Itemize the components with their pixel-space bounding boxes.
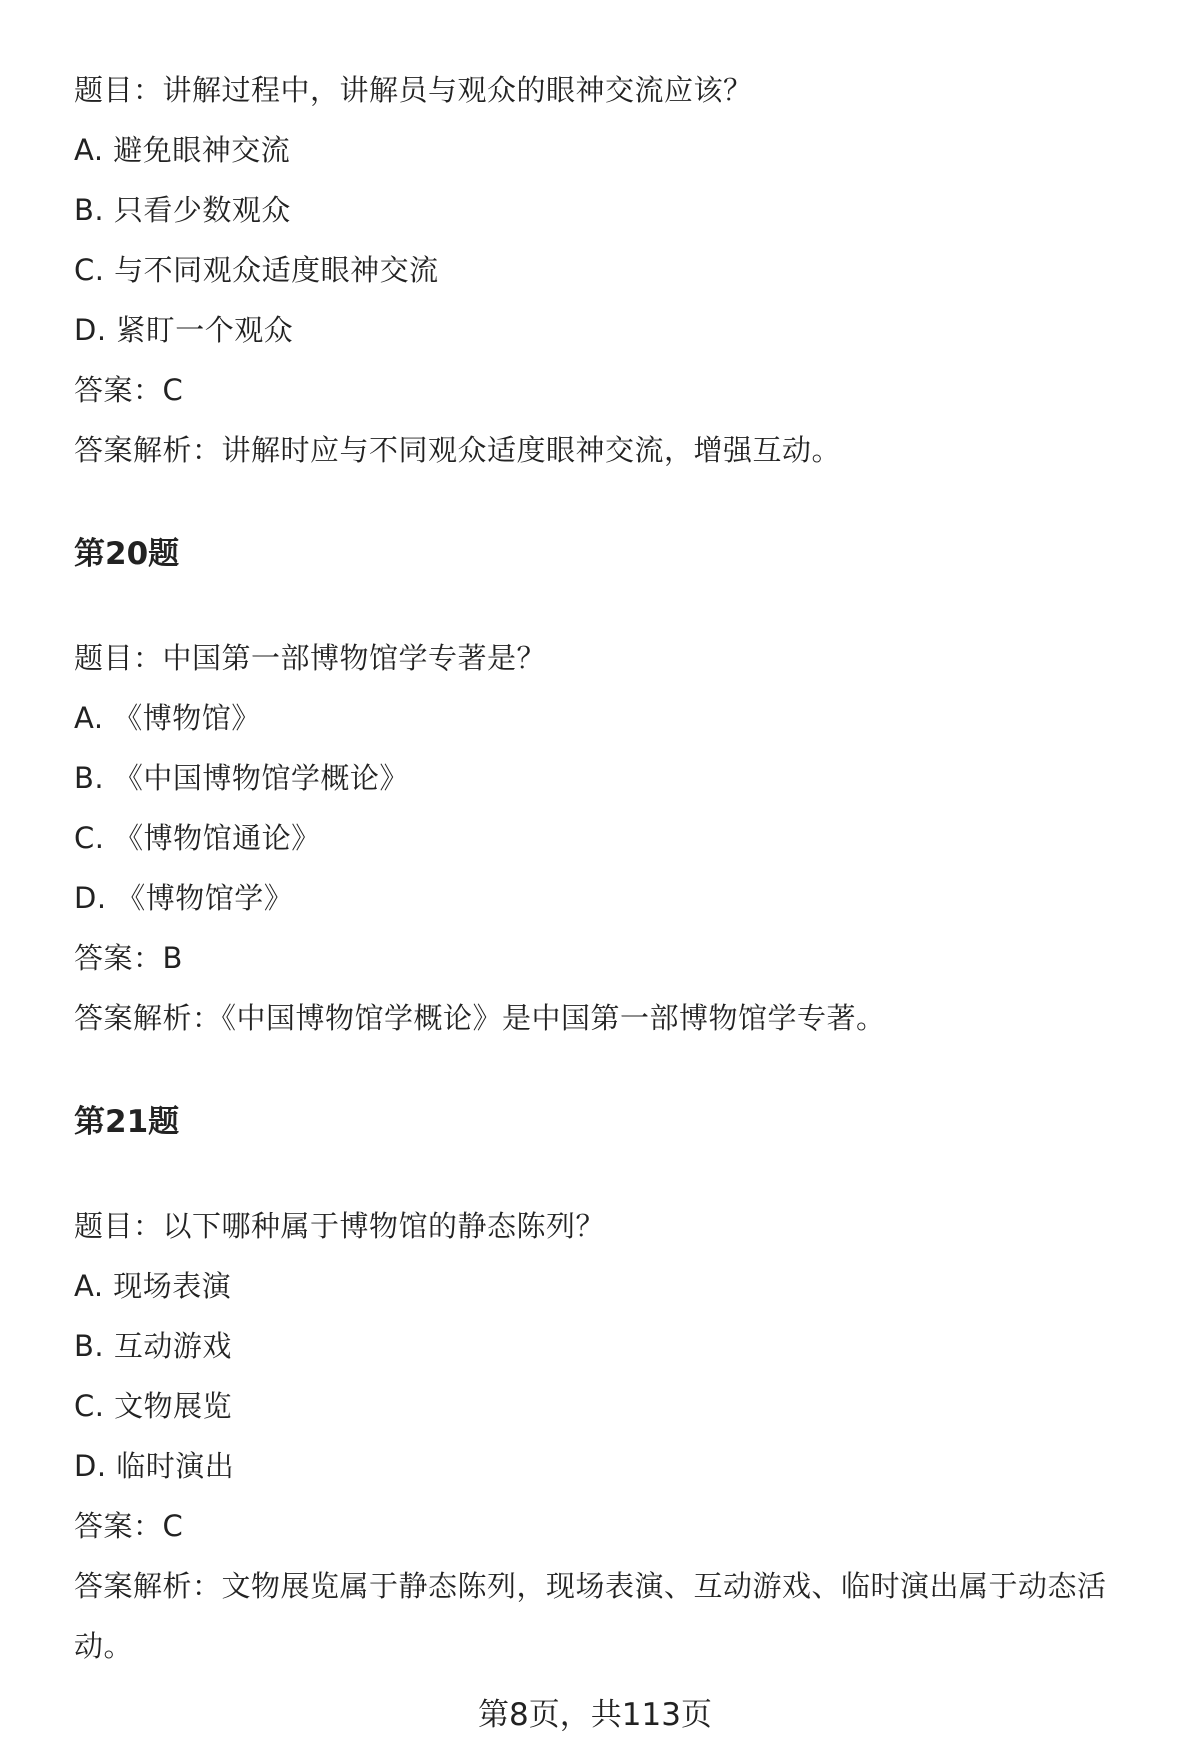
answer-text: 答案：B — [74, 941, 183, 975]
option-b: B. 《中国博物馆学概论》 — [74, 761, 409, 795]
option-a: A. 《博物馆》 — [74, 701, 261, 735]
option-a: A. 现场表演 — [74, 1269, 232, 1303]
option-c: C. 与不同观众适度眼神交流 — [74, 253, 439, 287]
question-heading-21: 第21题 — [74, 1104, 180, 1140]
option-d: D. 《博物馆学》 — [74, 881, 294, 915]
answer-analysis: 答案解析：讲解时应与不同观众适度眼神交流，增强互动。 — [74, 433, 842, 467]
question-block-21 — [74, 1196, 1116, 1676]
page-number: 第8页，共113页 — [478, 1697, 712, 1733]
option-b: B. 互动游戏 — [74, 1329, 232, 1363]
option-b: B. 只看少数观众 — [74, 193, 291, 227]
option-d: D. 临时演出 — [74, 1449, 235, 1483]
question-text: 题目：讲解过程中，讲解员与观众的眼神交流应该？ — [74, 73, 753, 107]
option-c: C. 《博物馆通论》 — [74, 821, 321, 855]
answer-analysis: 答案解析：《中国博物馆学概论》是中国第一部博物馆学专著。 — [74, 1001, 886, 1035]
option-a: A. 避免眼神交流 — [74, 133, 291, 167]
question-block-20 — [74, 628, 1116, 1048]
option-c: C. 文物展览 — [74, 1389, 233, 1423]
answer-analysis: 答案解析：文物展览属于静态陈列，现场表演、互动游戏、临时演出属于动态活动。 — [74, 1569, 1107, 1663]
question-text: 题目：中国第一部博物馆学专著是？ — [74, 641, 547, 675]
question-text: 题目：以下哪种属于博物馆的静态陈列？ — [74, 1209, 606, 1243]
question-block-19 — [74, 60, 1116, 480]
answer-text: 答案：C — [74, 1509, 184, 1543]
option-d: D. 紧盯一个观众 — [74, 313, 294, 347]
question-heading-20: 第20题 — [74, 536, 180, 572]
answer-text: 答案：C — [74, 373, 184, 407]
